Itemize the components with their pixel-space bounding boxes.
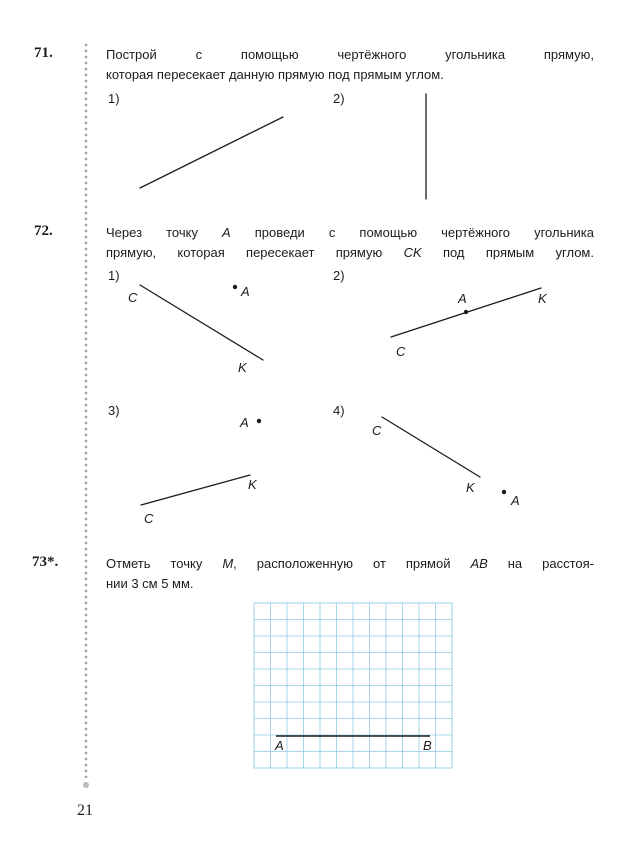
task-71-line-1 — [140, 117, 283, 188]
fig3-label-c: C — [144, 511, 154, 526]
fig2-label-a: A — [458, 291, 467, 306]
fig1-label-a: A — [241, 284, 250, 299]
fig1-line-ck — [140, 285, 263, 360]
fig2-label-c: C — [396, 344, 406, 359]
fig2-point-a — [464, 310, 468, 314]
task-73-text-part: , расположенную от прямой — [233, 556, 471, 571]
task-71-number: 71. — [34, 45, 53, 61]
fig3-point-a — [257, 419, 261, 423]
task-72-item-1: 1) — [108, 268, 120, 283]
fig4-point-a — [502, 490, 506, 494]
fig1-label-k: K — [238, 360, 247, 375]
task-72-text-part: под прямым углом. — [421, 245, 594, 260]
task-73-text-part: Отметь точку — [106, 556, 223, 571]
task-73-text-part: на расстоя- — [487, 556, 594, 571]
grid-label-b: B — [423, 738, 432, 753]
fig3-line-ck — [141, 475, 250, 505]
task-71-item-2: 2) — [333, 91, 345, 106]
page-number: 21 — [77, 802, 93, 819]
task-72-item-4: 4) — [333, 403, 345, 418]
fig4-label-c: C — [372, 423, 382, 438]
task-71-line-1: Построй с помощью чертёжного угольника прямую, — [106, 47, 594, 62]
task-72-number: 72. — [34, 223, 53, 239]
fig2-label-k: K — [538, 291, 547, 306]
grid-label-a: A — [275, 738, 284, 753]
task-73-line-2: нии 3 см 5 мм. — [106, 576, 194, 591]
line-ck-ref: CK — [403, 245, 422, 260]
point-m-ref: M — [222, 556, 234, 571]
fig4-label-a: A — [511, 493, 520, 508]
fig1-label-c: C — [128, 290, 138, 305]
task-72-text-part: Через точку — [106, 225, 223, 240]
fig4-label-k: K — [466, 480, 475, 495]
task-72-item-3: 3) — [108, 403, 120, 418]
task-73-number: 73*. — [32, 554, 59, 570]
point-a-ref: A — [222, 225, 231, 240]
task-72-text-part: прямую, которая пересекает прямую — [106, 245, 404, 260]
line-ab-ref: AB — [470, 556, 488, 571]
fig3-label-a: A — [240, 415, 249, 430]
fig3-label-k: K — [248, 477, 257, 492]
task-71-line-2: которая пересекает данную прямую под прямым углом. — [106, 67, 444, 82]
fig1-point-a — [233, 285, 237, 289]
fig4-line-ck — [382, 417, 480, 477]
task-72-text-part: проведи с помощью чертёжного угольника — [230, 225, 595, 240]
task-71-item-1: 1) — [108, 91, 120, 106]
task-72-item-2: 2) — [333, 268, 345, 283]
